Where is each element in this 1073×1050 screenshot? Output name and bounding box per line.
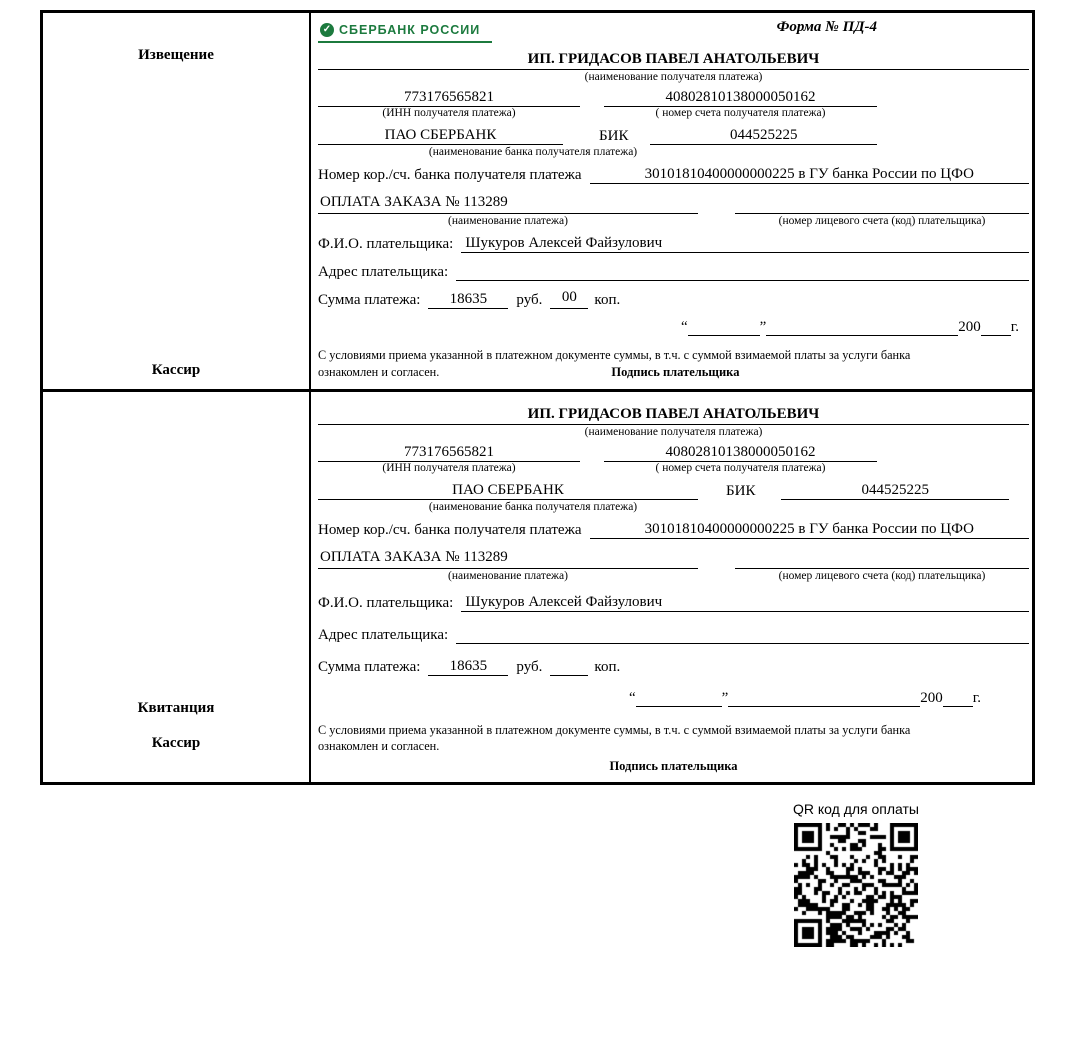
rub-label: руб. (516, 658, 543, 675)
open-quote: “ (628, 689, 636, 706)
payer-address-label: Адрес плательщика: (318, 626, 449, 643)
inn-caption: (ИНН получателя платежа) (382, 461, 516, 474)
inn-account-captions (318, 462, 877, 474)
corr-account-label: Номер кор./сч. банка получателя платежа (318, 521, 582, 538)
close-quote: ” (721, 689, 729, 706)
terms-text (318, 348, 1029, 381)
inn-account-row (318, 444, 877, 462)
receipt-body-kvitantsiya (311, 392, 1032, 782)
payment-name-value: ОПЛАТА ЗАКАЗА № 113289 (318, 549, 698, 569)
bik-value: 044525225 (781, 482, 1009, 500)
date-day-blank-line (636, 690, 722, 707)
payer-name-label: Ф.И.О. плательщика: (318, 594, 454, 611)
signature-label: Подпись плательщика (611, 364, 740, 379)
account-caption: ( номер счета получателя платежа) (655, 461, 826, 474)
year-prefix: 200 (958, 319, 981, 335)
corr-account-label: Номер кор./сч. банка получателя платежа (318, 167, 582, 183)
recipient-caption: (наименование получателя платежа) (584, 71, 763, 83)
personal-account-blank-line (735, 549, 1029, 569)
sum-kopecks-blank-line (550, 656, 588, 676)
recipient-name-value: ИП. ГРИДАСОВ ПАВЕЛ АНАТОЛЬЕВИЧ (318, 406, 1029, 425)
year-prefix: 200 (920, 689, 943, 706)
terms-text (318, 723, 1029, 755)
pd4-form (40, 0, 1035, 785)
personal-account-blank-line (735, 194, 1029, 214)
receipt-body-izveshchenie (311, 13, 1032, 389)
form-number: Форма № ПД-4 (776, 19, 877, 35)
account-caption: ( номер счета получателя платежа) (655, 107, 826, 119)
bank-caption: (наименование банка получателя платежа) (428, 500, 638, 513)
left-label-kassir: Кассир (151, 361, 201, 378)
date-year-blank-line (981, 319, 1011, 336)
qr-caption: QR код для оплаты (792, 800, 919, 817)
payment-name-row (318, 194, 1029, 214)
date-month-blank-line (728, 690, 920, 707)
payer-address-row (318, 624, 1029, 644)
date-year-blank-line (943, 690, 973, 707)
payment-name-row (318, 549, 1029, 569)
bik-label: БИК (726, 482, 756, 499)
left-column-kvitantsiya (43, 392, 311, 782)
sum-kopecks-value: 00 (550, 289, 588, 309)
terms-line-2: ознакомлен и согласен. (318, 738, 440, 753)
open-quote: “ (680, 319, 688, 335)
terms-line-2: ознакомлен и согласен. (318, 364, 440, 379)
corr-account-value: 30101810400000000225 в ГУ банка России по ЦФО (590, 521, 1029, 539)
account-value: 40802810138000050162 (604, 89, 877, 107)
year-suffix: г. (972, 689, 981, 706)
payer-address-blank-line (456, 261, 1029, 281)
sum-rubles-value: 18635 (428, 658, 508, 676)
qr-code-image (794, 823, 918, 947)
inn-caption: (ИНН получателя платежа) (382, 107, 516, 119)
personal-account-caption: (номер лицевого счета (код) плательщика) (778, 569, 986, 582)
inn-value: 773176565821 (318, 89, 580, 107)
personal-account-caption: (номер лицевого счета (код) плательщика) (778, 215, 986, 227)
payment-name-value: ОПЛАТА ЗАКАЗА № 113289 (318, 194, 698, 214)
payer-name-label: Ф.И.О. плательщика: (318, 236, 454, 252)
payer-name-value: Шукуров Алексей Файзулович (461, 235, 1029, 253)
rub-label: руб. (516, 292, 543, 308)
inn-account-row (318, 89, 877, 107)
bank-name-value: ПАО СБЕРБАНК (318, 482, 698, 500)
payment-name-caption: (наименование платежа) (448, 215, 568, 227)
sberbank-logo-text: СБЕРБАНК РОССИИ (339, 23, 481, 37)
payment-captions-row (318, 570, 1029, 582)
bik-value: 044525225 (650, 127, 877, 145)
sum-rubles-value: 18635 (428, 291, 508, 309)
recipient-caption: (наименование получателя платежа) (584, 425, 763, 438)
inn-value: 773176565821 (318, 444, 580, 462)
payment-sum-row (318, 289, 1029, 309)
qr-section (782, 801, 930, 947)
section-kvitantsiya (40, 389, 1035, 785)
bank-row (318, 482, 1009, 500)
left-column-izveshchenie (43, 13, 311, 389)
date-row (318, 319, 1019, 336)
left-label-kassir: Кассир (151, 734, 201, 751)
bank-name-value: ПАО СБЕРБАНК (318, 127, 563, 145)
sberbank-logo (318, 19, 492, 43)
left-label-izveshchenie: Извещение (138, 47, 214, 63)
inn-account-captions (318, 107, 877, 119)
payer-address-row (318, 261, 1029, 281)
bank-caption: (наименование банка получателя платежа) (428, 146, 638, 158)
corr-account-row (318, 166, 1029, 184)
signature-label: Подпись плательщика (609, 758, 738, 773)
corr-account-value: 30101810400000000225 в ГУ банка России по ЦФО (590, 166, 1029, 184)
terms-line-1: С условиями приема указанной в платежном документе суммы, в т.ч. с суммой взимаемой платы за услуги банка (318, 348, 911, 362)
terms-line-1: С условиями приема указанной в платежном документе суммы, в т.ч. с суммой взимаемой платы за услуги банка (318, 722, 911, 737)
header-row (318, 19, 1029, 49)
left-label-kvitantsiya: Квитанция (137, 699, 215, 716)
close-quote: ” (759, 319, 767, 335)
payer-address-label: Адрес плательщика: (318, 264, 449, 280)
year-suffix: г. (1010, 319, 1019, 335)
account-value: 40802810138000050162 (604, 444, 877, 462)
recipient-name-value: ИП. ГРИДАСОВ ПАВЕЛ АНАТОЛЬЕВИЧ (318, 51, 1029, 70)
payment-captions-row (318, 215, 1029, 227)
corr-account-row (318, 521, 1029, 539)
payment-sum-row (318, 656, 1029, 676)
bank-row (318, 127, 877, 145)
payer-name-row (318, 594, 1029, 612)
section-izveshchenie (40, 10, 1035, 392)
sberbank-logo-icon: ✓ (320, 23, 334, 37)
date-month-blank-line (766, 319, 958, 336)
kop-label: коп. (594, 658, 621, 675)
payer-address-blank-line (456, 624, 1029, 644)
payment-name-caption: (наименование платежа) (448, 569, 568, 582)
sum-label: Сумма платежа: (318, 658, 421, 675)
date-row (318, 690, 981, 707)
bik-label: БИК (599, 128, 629, 144)
sum-label: Сумма платежа: (318, 292, 421, 308)
payer-name-row (318, 235, 1029, 253)
kop-label: коп. (594, 292, 621, 308)
date-day-blank-line (688, 319, 760, 336)
payer-name-value: Шукуров Алексей Файзулович (461, 594, 1029, 612)
